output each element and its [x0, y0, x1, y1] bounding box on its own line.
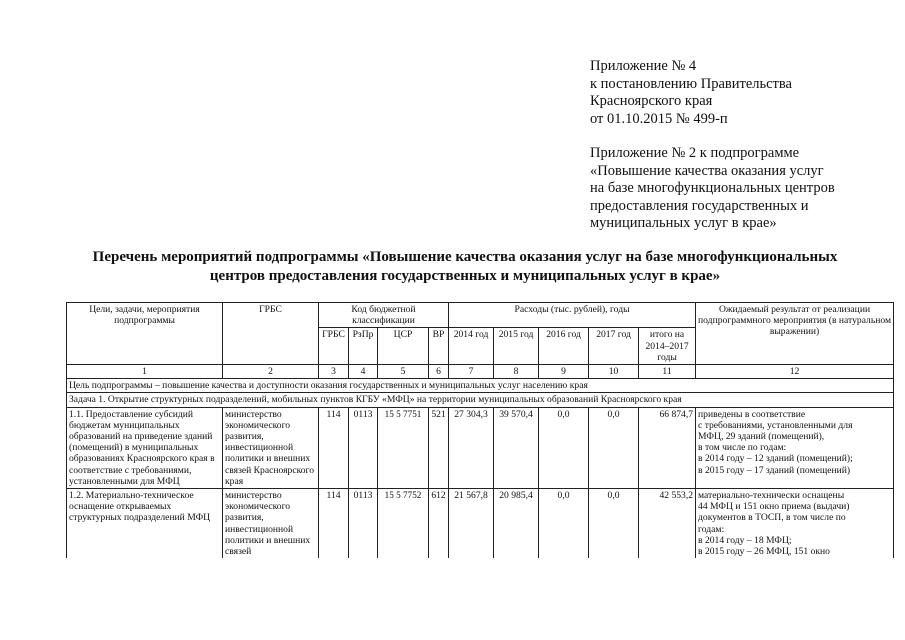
task-text: Задача 1. Открытие структурных подразделений, мобильных пунктов КГБУ «МФЦ» на территории муниципальных образований Красноярского края	[67, 393, 894, 407]
column-number: 9	[539, 365, 589, 379]
table-row	[67, 407, 894, 488]
measure-name: 1.1. Предоставление субсидий бюджетам муниципальных образований на приведение зданий (помещений) в муниципальных образованиях Красноярского края в соответствие с требованиями, установленными для МФЦ	[67, 407, 223, 488]
subheader-2015: 2015 год	[494, 328, 539, 365]
appendix-4-line: от 01.10.2015 № 499-п	[590, 110, 728, 127]
column-number-row	[67, 365, 894, 379]
measure-name: 1.2. Материально-техническое оснащение открываемых структурных подразделений МФЦ	[67, 489, 223, 559]
column-number: 5	[378, 365, 429, 379]
result-line: в 2014 году – 12 зданий (помещений);	[698, 453, 853, 465]
measure-result	[696, 489, 894, 559]
header-expenses: Расходы (тыс. рублей), годы	[449, 303, 696, 328]
measure-vr: 521	[429, 407, 449, 488]
measure-2017: 0,0	[589, 489, 639, 559]
result-line: в 2015 году – 17 зданий (помещений)	[698, 464, 851, 476]
subheader-2016: 2016 год	[539, 328, 589, 365]
appendix-2-note	[590, 145, 835, 233]
header-goals: Цели, задачи, мероприятия подпрограммы	[67, 303, 223, 365]
result-line: МФЦ, 29 зданий (помещений),	[698, 431, 825, 443]
column-number: 2	[223, 365, 319, 379]
column-number: 12	[696, 365, 894, 379]
measure-2014: 21 567,8	[449, 489, 494, 559]
measure-2015: 39 570,4	[494, 407, 539, 488]
document-title-line-2: центров предоставления государственных и муниципальных услуг в крае»	[209, 268, 721, 284]
appendix-2-line: на базе многофункциональных центров	[590, 180, 835, 196]
subheader-2017: 2017 год	[589, 328, 639, 365]
subheader-total: итого на 2014–2017 годы	[639, 328, 696, 365]
column-number: 10	[589, 365, 639, 379]
result-line: материально-технически оснащены	[698, 490, 845, 502]
goal-text: Цель подпрограммы – повышение качества и доступности оказания государственных и муниципальных услуг населению края	[67, 379, 894, 393]
appendix-2-line: муниципальных услуг в крае»	[590, 215, 777, 231]
subheader-csr: ЦСР	[378, 328, 429, 365]
measure-vr: 612	[429, 489, 449, 559]
result-line: годам:	[698, 523, 725, 535]
column-number: 4	[349, 365, 378, 379]
measure-csr: 15 5 7751	[378, 407, 429, 488]
measure-total: 66 874,7	[639, 407, 696, 488]
appendix-4-line: Красноярского края	[590, 93, 713, 109]
result-line: приведены в соответствие	[698, 408, 806, 420]
header-result: Ожидаемый результат от реализации подпрограммного мероприятия (в натуральном выражении)	[696, 303, 894, 365]
result-line: с требованиями, установленными для	[698, 419, 853, 431]
column-number: 1	[67, 365, 223, 379]
measure-2016: 0,0	[539, 489, 589, 559]
subheader-rzpr: РзПр	[349, 328, 378, 365]
table-row	[67, 489, 894, 559]
measure-grbs-code: 114	[319, 407, 349, 488]
task-row	[67, 393, 894, 407]
subheader-2014: 2014 год	[449, 328, 494, 365]
table-header-row	[67, 303, 894, 328]
measure-grbs-code: 114	[319, 489, 349, 559]
measures-table	[66, 302, 894, 558]
goal-row	[67, 379, 894, 393]
measure-grbs-name: министерство экономического развития, инвестиционной политики и внешних связей	[223, 489, 319, 559]
measure-total: 42 553,2	[639, 489, 696, 559]
result-line: в 2014 году – 18 МФЦ;	[698, 534, 792, 546]
result-line: документов в ТОСП, в том числе по	[698, 512, 846, 524]
subheader-vr: ВР	[429, 328, 449, 365]
header-grbs: ГРБС	[223, 303, 319, 365]
result-line: в том числе по годам:	[698, 442, 787, 454]
result-line: 44 МФЦ и 151 окно приема (выдачи)	[698, 501, 850, 513]
column-number: 3	[319, 365, 349, 379]
appendix-4-line: Приложение № 4	[590, 58, 697, 74]
appendix-4-note	[590, 58, 792, 128]
measure-2016: 0,0	[539, 407, 589, 488]
appendix-2-line: Приложение № 2 к подпрограмме	[590, 145, 800, 161]
measure-2017: 0,0	[589, 407, 639, 488]
document-title	[60, 248, 870, 286]
column-number: 11	[639, 365, 696, 379]
column-number: 8	[494, 365, 539, 379]
column-number: 7	[449, 365, 494, 379]
result-line: в 2015 году – 26 МФЦ, 151 окно	[698, 546, 830, 558]
appendix-2-line: предоставления государственных и	[590, 197, 809, 214]
appendix-4-line: к постановлению Правительства	[590, 75, 792, 92]
subheader-grbs: ГРБС	[319, 328, 349, 365]
header-budget-code: Код бюджетной классификации	[319, 303, 449, 328]
measure-csr: 15 5 7752	[378, 489, 429, 559]
appendix-2-line: «Повышение качества оказания услуг	[590, 162, 824, 179]
measure-2015: 20 985,4	[494, 489, 539, 559]
measure-2014: 27 304,3	[449, 407, 494, 488]
measure-result	[696, 407, 894, 488]
document-title-line-1: Перечень мероприятий подпрограммы «Повышение качества оказания услуг на базе многофункциональных	[92, 249, 838, 265]
measure-rzpr: 0113	[349, 489, 378, 559]
measure-rzpr: 0113	[349, 407, 378, 488]
measure-grbs-name: министерство экономического развития, инвестиционной политики и внешних связей Красноярского края	[223, 407, 319, 488]
column-number: 6	[429, 365, 449, 379]
